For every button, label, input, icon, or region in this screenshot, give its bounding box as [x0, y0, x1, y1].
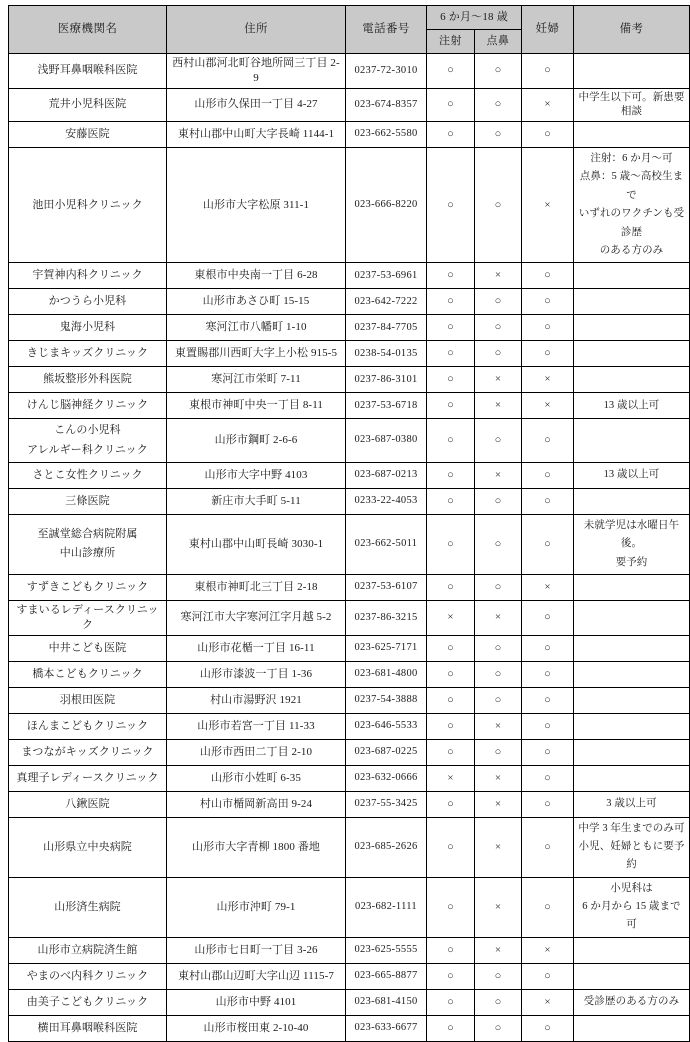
cell-pregnant-mark: ○ [522, 877, 574, 937]
table-row [9, 877, 690, 937]
cell-nasal-mark: ○ [475, 687, 522, 713]
cell-nasal-mark: × [475, 791, 522, 817]
cell-address: 寒河江市八幡町 1-10 [167, 315, 346, 341]
column-header-address: 住所 [167, 6, 346, 54]
cell-nasal-mark: ○ [475, 574, 522, 600]
cell-pregnant-mark: ○ [522, 263, 574, 289]
cell-address: 新庄市大手町 5-11 [167, 488, 346, 514]
cell-pregnant-mark: ○ [522, 635, 574, 661]
cell-address: 山形市花楯一丁目 16-11 [167, 635, 346, 661]
cell-telephone: 0237-53-6107 [346, 574, 427, 600]
cell-institution-name: すまいるレディースクリニック [9, 600, 167, 635]
cell-address: 山形市大字中野 4103 [167, 462, 346, 488]
cell-note [574, 739, 690, 765]
cell-institution-name: 山形県立中央病院 [9, 817, 167, 877]
cell-note [574, 367, 690, 393]
cell-address: 山形市桜田東 2-10-40 [167, 1015, 346, 1041]
cell-telephone: 023-662-5580 [346, 122, 427, 148]
cell-telephone: 023-687-0380 [346, 419, 427, 463]
table-row [9, 791, 690, 817]
table-row [9, 514, 690, 574]
cell-address: 東置賜郡川西町大字上小松 915-5 [167, 341, 346, 367]
column-header-telephone: 電話番号 [346, 6, 427, 54]
cell-note [574, 574, 690, 600]
cell-institution-name-line: 中山診療所 [59, 547, 116, 560]
cell-institution-name: 三條医院 [9, 488, 167, 514]
cell-address: 山形市七日町一丁目 3-26 [167, 937, 346, 963]
cell-institution-name: すずきこどもクリニック [9, 574, 167, 600]
cell-pregnant-mark: ○ [522, 341, 574, 367]
cell-institution-name: ほんまこどもクリニック [9, 713, 167, 739]
cell-address: 東根市神町北三丁目 2-18 [167, 574, 346, 600]
cell-pregnant-mark: ○ [522, 661, 574, 687]
cell-pregnant-mark: ○ [522, 315, 574, 341]
cell-nasal-mark: × [475, 393, 522, 419]
cell-nasal-mark: × [475, 263, 522, 289]
cell-nasal-mark: ○ [475, 989, 522, 1015]
cell-nasal-mark: × [475, 367, 522, 393]
cell-note [574, 635, 690, 661]
cell-note: 受診歴のある方のみ [574, 989, 690, 1015]
cell-pregnant-mark: ○ [522, 1015, 574, 1041]
table-row [9, 635, 690, 661]
cell-institution-name [9, 419, 167, 463]
cell-note [574, 713, 690, 739]
cell-note [574, 600, 690, 635]
table-row [9, 393, 690, 419]
table-row [9, 989, 690, 1015]
cell-institution-name-lines [12, 421, 163, 460]
table-row [9, 488, 690, 514]
cell-institution-name: 真理子レディースクリニック [9, 765, 167, 791]
cell-institution-name: まつながキッズクリニック [9, 739, 167, 765]
cell-nasal-mark: × [475, 937, 522, 963]
cell-nasal-mark: ○ [475, 488, 522, 514]
cell-pregnant-mark: × [522, 393, 574, 419]
cell-pregnant-mark: ○ [522, 54, 574, 89]
cell-institution-name: 中井こども医院 [9, 635, 167, 661]
cell-institution-name: さとこ女性クリニック [9, 462, 167, 488]
table-body [9, 54, 690, 1042]
table-row [9, 600, 690, 635]
cell-note-line: 注射：6 か月～可 [590, 153, 673, 165]
table-row [9, 713, 690, 739]
column-header-pregnant: 妊婦 [522, 6, 574, 54]
table-row [9, 341, 690, 367]
cell-pregnant-mark: × [522, 88, 574, 121]
cell-telephone: 023-625-5555 [346, 937, 427, 963]
cell-nasal-mark: ○ [475, 289, 522, 315]
cell-telephone: 023-633-6677 [346, 1015, 427, 1041]
cell-telephone: 0238-54-0135 [346, 341, 427, 367]
cell-pregnant-mark: × [522, 148, 574, 263]
cell-address: 山形市久保田一丁目 4-27 [167, 88, 346, 121]
cell-pregnant-mark: × [522, 367, 574, 393]
table-row [9, 574, 690, 600]
cell-telephone: 0237-53-6961 [346, 263, 427, 289]
cell-pregnant-mark: ○ [522, 765, 574, 791]
cell-note-line: のある方のみ [599, 244, 664, 256]
cell-institution-name-line: 至誠堂総合病院附属 [37, 528, 138, 541]
cell-note [574, 514, 690, 574]
cell-pregnant-mark: ○ [522, 419, 574, 463]
cell-injection-mark: ○ [427, 488, 475, 514]
cell-address: 山形市大字青柳 1800 番地 [167, 817, 346, 877]
cell-address: 山形市漆波一丁目 1-36 [167, 661, 346, 687]
cell-pregnant-mark: ○ [522, 514, 574, 574]
cell-injection-mark: ○ [427, 393, 475, 419]
cell-nasal-mark: × [475, 462, 522, 488]
cell-telephone: 023-682-1111 [346, 877, 427, 937]
cell-nasal-mark: ○ [475, 341, 522, 367]
cell-injection-mark: ○ [427, 315, 475, 341]
cell-institution-name: 浅野耳鼻咽喉科医院 [9, 54, 167, 89]
header-row-primary [9, 6, 690, 30]
cell-pregnant-mark: ○ [522, 791, 574, 817]
cell-nasal-mark: ○ [475, 1015, 522, 1041]
cell-note [574, 937, 690, 963]
cell-injection-mark: ○ [427, 462, 475, 488]
table-row [9, 122, 690, 148]
cell-note-lines [577, 880, 686, 935]
cell-injection-mark: ○ [427, 661, 475, 687]
cell-injection-mark: ○ [427, 635, 475, 661]
cell-note [574, 315, 690, 341]
column-header-age-group: 6 か月～18 歳 [427, 6, 522, 30]
cell-telephone: 0237-55-3425 [346, 791, 427, 817]
cell-note-line: 小児科は [610, 882, 653, 894]
cell-nasal-mark: ○ [475, 635, 522, 661]
cell-note-line: 小児、妊婦ともに要予約 [578, 840, 685, 871]
cell-nasal-mark: ○ [475, 88, 522, 121]
cell-telephone: 0237-54-3888 [346, 687, 427, 713]
cell-injection-mark: ○ [427, 989, 475, 1015]
table-row [9, 1015, 690, 1041]
cell-note: 13 歳以上可 [574, 462, 690, 488]
cell-injection-mark: ○ [427, 88, 475, 121]
cell-nasal-mark: ○ [475, 54, 522, 89]
cell-note [574, 765, 690, 791]
cell-injection-mark: ○ [427, 122, 475, 148]
cell-telephone: 0233-22-4053 [346, 488, 427, 514]
cell-nasal-mark: ○ [475, 419, 522, 463]
cell-institution-name: 鬼海小児科 [9, 315, 167, 341]
cell-injection-mark: ○ [427, 419, 475, 463]
table-row [9, 148, 690, 263]
cell-institution-name: 安藤医院 [9, 122, 167, 148]
cell-institution-name: 由美子こどもクリニック [9, 989, 167, 1015]
cell-institution-name: 橋本こどもクリニック [9, 661, 167, 687]
cell-nasal-mark: ○ [475, 963, 522, 989]
cell-injection-mark: ○ [427, 289, 475, 315]
cell-address: 東根市神町中央一丁目 8-11 [167, 393, 346, 419]
cell-injection-mark: ○ [427, 1015, 475, 1041]
cell-telephone: 023-625-7171 [346, 635, 427, 661]
cell-note [574, 687, 690, 713]
cell-telephone: 0237-72-3010 [346, 54, 427, 89]
cell-telephone: 023-646-5533 [346, 713, 427, 739]
column-header-note: 備考 [574, 6, 690, 54]
cell-pregnant-mark: ○ [522, 488, 574, 514]
cell-note [574, 341, 690, 367]
cell-injection-mark: ○ [427, 687, 475, 713]
table-row [9, 687, 690, 713]
cell-nasal-mark: ○ [475, 514, 522, 574]
cell-address: 村山市楯岡新高田 9-24 [167, 791, 346, 817]
cell-injection-mark: ○ [427, 791, 475, 817]
table-row [9, 937, 690, 963]
table-row [9, 419, 690, 463]
cell-note-lines [577, 150, 686, 260]
cell-institution-name [9, 514, 167, 574]
cell-nasal-mark: × [475, 817, 522, 877]
cell-pregnant-mark: ○ [522, 817, 574, 877]
table-row [9, 817, 690, 877]
column-header-nasal: 点鼻 [475, 30, 522, 54]
cell-address: 東村山郡山辺町大字山辺 1115-7 [167, 963, 346, 989]
cell-pregnant-mark: × [522, 574, 574, 600]
cell-telephone: 023-681-4150 [346, 989, 427, 1015]
cell-institution-name: 八鍬医院 [9, 791, 167, 817]
cell-address: 山形市沖町 79-1 [167, 877, 346, 937]
cell-nasal-mark: ○ [475, 122, 522, 148]
cell-note: 3 歳以上可 [574, 791, 690, 817]
table-row [9, 88, 690, 121]
cell-institution-name: 横田耳鼻咽喉科医院 [9, 1015, 167, 1041]
cell-nasal-mark: ○ [475, 315, 522, 341]
cell-injection-mark: ○ [427, 367, 475, 393]
cell-injection-mark: × [427, 765, 475, 791]
cell-address: 山形市中野 4101 [167, 989, 346, 1015]
cell-nasal-mark: × [475, 600, 522, 635]
cell-institution-name-lines [12, 525, 163, 564]
table-row [9, 765, 690, 791]
cell-note-line: 要予約 [615, 556, 648, 568]
table-row [9, 963, 690, 989]
cell-note [574, 488, 690, 514]
cell-pregnant-mark: ○ [522, 687, 574, 713]
cell-injection-mark: ○ [427, 739, 475, 765]
cell-nasal-mark: × [475, 765, 522, 791]
cell-injection-mark: ○ [427, 817, 475, 877]
cell-address: 山形市小姓町 6-35 [167, 765, 346, 791]
cell-institution-name: かつうら小児科 [9, 289, 167, 315]
cell-institution-name: 山形市立病院済生館 [9, 937, 167, 963]
cell-note [574, 817, 690, 877]
cell-telephone: 023-665-8877 [346, 963, 427, 989]
cell-injection-mark: ○ [427, 263, 475, 289]
cell-institution-name-line: アレルギー科クリニック [27, 443, 148, 456]
cell-institution-name-line: こんの小児科 [54, 424, 121, 437]
cell-nasal-mark: ○ [475, 148, 522, 263]
cell-institution-name: けんじ脳神経クリニック [9, 393, 167, 419]
cell-address: 寒河江市栄町 7-11 [167, 367, 346, 393]
cell-telephone: 0237-86-3215 [346, 600, 427, 635]
cell-pregnant-mark: ○ [522, 289, 574, 315]
cell-note: 中学生以下可。新患要相談 [574, 88, 690, 121]
cell-address: 山形市あさひ町 15-15 [167, 289, 346, 315]
cell-note [574, 122, 690, 148]
cell-institution-name: 山形済生病院 [9, 877, 167, 937]
cell-injection-mark: ○ [427, 963, 475, 989]
cell-telephone: 0237-84-7705 [346, 315, 427, 341]
cell-institution-name: やまのべ内科クリニック [9, 963, 167, 989]
cell-note-line: 未就学児は水曜日午後。 [583, 519, 680, 550]
cell-injection-mark: ○ [427, 937, 475, 963]
cell-injection-mark: × [427, 600, 475, 635]
cell-telephone: 023-681-4800 [346, 661, 427, 687]
table-row [9, 661, 690, 687]
cell-note-line: いずれのワクチンも受診歴 [578, 208, 685, 238]
cell-note [574, 419, 690, 463]
cell-injection-mark: ○ [427, 877, 475, 937]
cell-telephone: 023-674-8357 [346, 88, 427, 121]
cell-nasal-mark: × [475, 877, 522, 937]
cell-injection-mark: ○ [427, 574, 475, 600]
cell-address: 山形市西田二丁目 2-10 [167, 739, 346, 765]
cell-institution-name: 宇賀神内科クリニック [9, 263, 167, 289]
cell-pregnant-mark: ○ [522, 739, 574, 765]
cell-address: 西村山郡河北町谷地所岡三丁目 2-9 [167, 54, 346, 89]
medical-institution-table [8, 5, 690, 1042]
cell-pregnant-mark: ○ [522, 713, 574, 739]
cell-address: 村山市湯野沢 1921 [167, 687, 346, 713]
cell-nasal-mark: ○ [475, 739, 522, 765]
cell-telephone: 023-685-2626 [346, 817, 427, 877]
table-row [9, 315, 690, 341]
table-row [9, 289, 690, 315]
cell-pregnant-mark: ○ [522, 462, 574, 488]
cell-telephone: 023-687-0225 [346, 739, 427, 765]
cell-institution-name: 池田小児科クリニック [9, 148, 167, 263]
column-header-injection: 注射 [427, 30, 475, 54]
table-header [9, 6, 690, 54]
cell-address: 寒河江市大字寒河江字月越 5-2 [167, 600, 346, 635]
cell-note [574, 289, 690, 315]
cell-institution-name: 羽根田医院 [9, 687, 167, 713]
cell-injection-mark: ○ [427, 713, 475, 739]
cell-address: 山形市鋼町 2-6-6 [167, 419, 346, 463]
cell-note [574, 661, 690, 687]
table-row [9, 54, 690, 89]
cell-note-line: 6 か月から 15 歳まで可 [582, 901, 681, 931]
cell-institution-name: 荒井小児科医院 [9, 88, 167, 121]
cell-nasal-mark: ○ [475, 661, 522, 687]
cell-telephone: 023-687-0213 [346, 462, 427, 488]
cell-note-lines [577, 517, 686, 572]
cell-institution-name: きじまキッズクリニック [9, 341, 167, 367]
cell-pregnant-mark: ○ [522, 600, 574, 635]
cell-telephone: 023-666-8220 [346, 148, 427, 263]
column-header-institution-name: 医療機関名 [9, 6, 167, 54]
cell-note [574, 54, 690, 89]
cell-injection-mark: ○ [427, 341, 475, 367]
cell-address: 山形市大字松原 311-1 [167, 148, 346, 263]
cell-pregnant-mark: × [522, 989, 574, 1015]
cell-telephone: 0237-53-6718 [346, 393, 427, 419]
cell-note: 13 歳以上可 [574, 393, 690, 419]
cell-pregnant-mark: ○ [522, 122, 574, 148]
cell-address: 東村山郡中山町長崎 3030-1 [167, 514, 346, 574]
cell-telephone: 023-662-5011 [346, 514, 427, 574]
cell-address: 東村山郡中山町大字長崎 1144-1 [167, 122, 346, 148]
cell-note-line: 中学 3 年生までのみ可 [578, 822, 685, 834]
cell-address: 山形市若宮一丁目 11-33 [167, 713, 346, 739]
cell-telephone: 0237-86-3101 [346, 367, 427, 393]
table-row [9, 739, 690, 765]
cell-note [574, 963, 690, 989]
cell-note [574, 263, 690, 289]
cell-injection-mark: ○ [427, 514, 475, 574]
cell-injection-mark: ○ [427, 54, 475, 89]
cell-note-line: 点鼻：5 歳～高校生まで [579, 171, 684, 201]
cell-pregnant-mark: × [522, 937, 574, 963]
cell-injection-mark: ○ [427, 148, 475, 263]
table-row [9, 462, 690, 488]
cell-note [574, 877, 690, 937]
table-row [9, 367, 690, 393]
cell-institution-name: 熊坂整形外科医院 [9, 367, 167, 393]
table-row [9, 263, 690, 289]
cell-note [574, 1015, 690, 1041]
cell-address: 東根市中央南一丁目 6-28 [167, 263, 346, 289]
cell-note [574, 148, 690, 263]
cell-telephone: 023-642-7222 [346, 289, 427, 315]
cell-telephone: 023-632-0666 [346, 765, 427, 791]
cell-nasal-mark: × [475, 713, 522, 739]
cell-pregnant-mark: ○ [522, 963, 574, 989]
cell-note-lines [577, 820, 686, 875]
